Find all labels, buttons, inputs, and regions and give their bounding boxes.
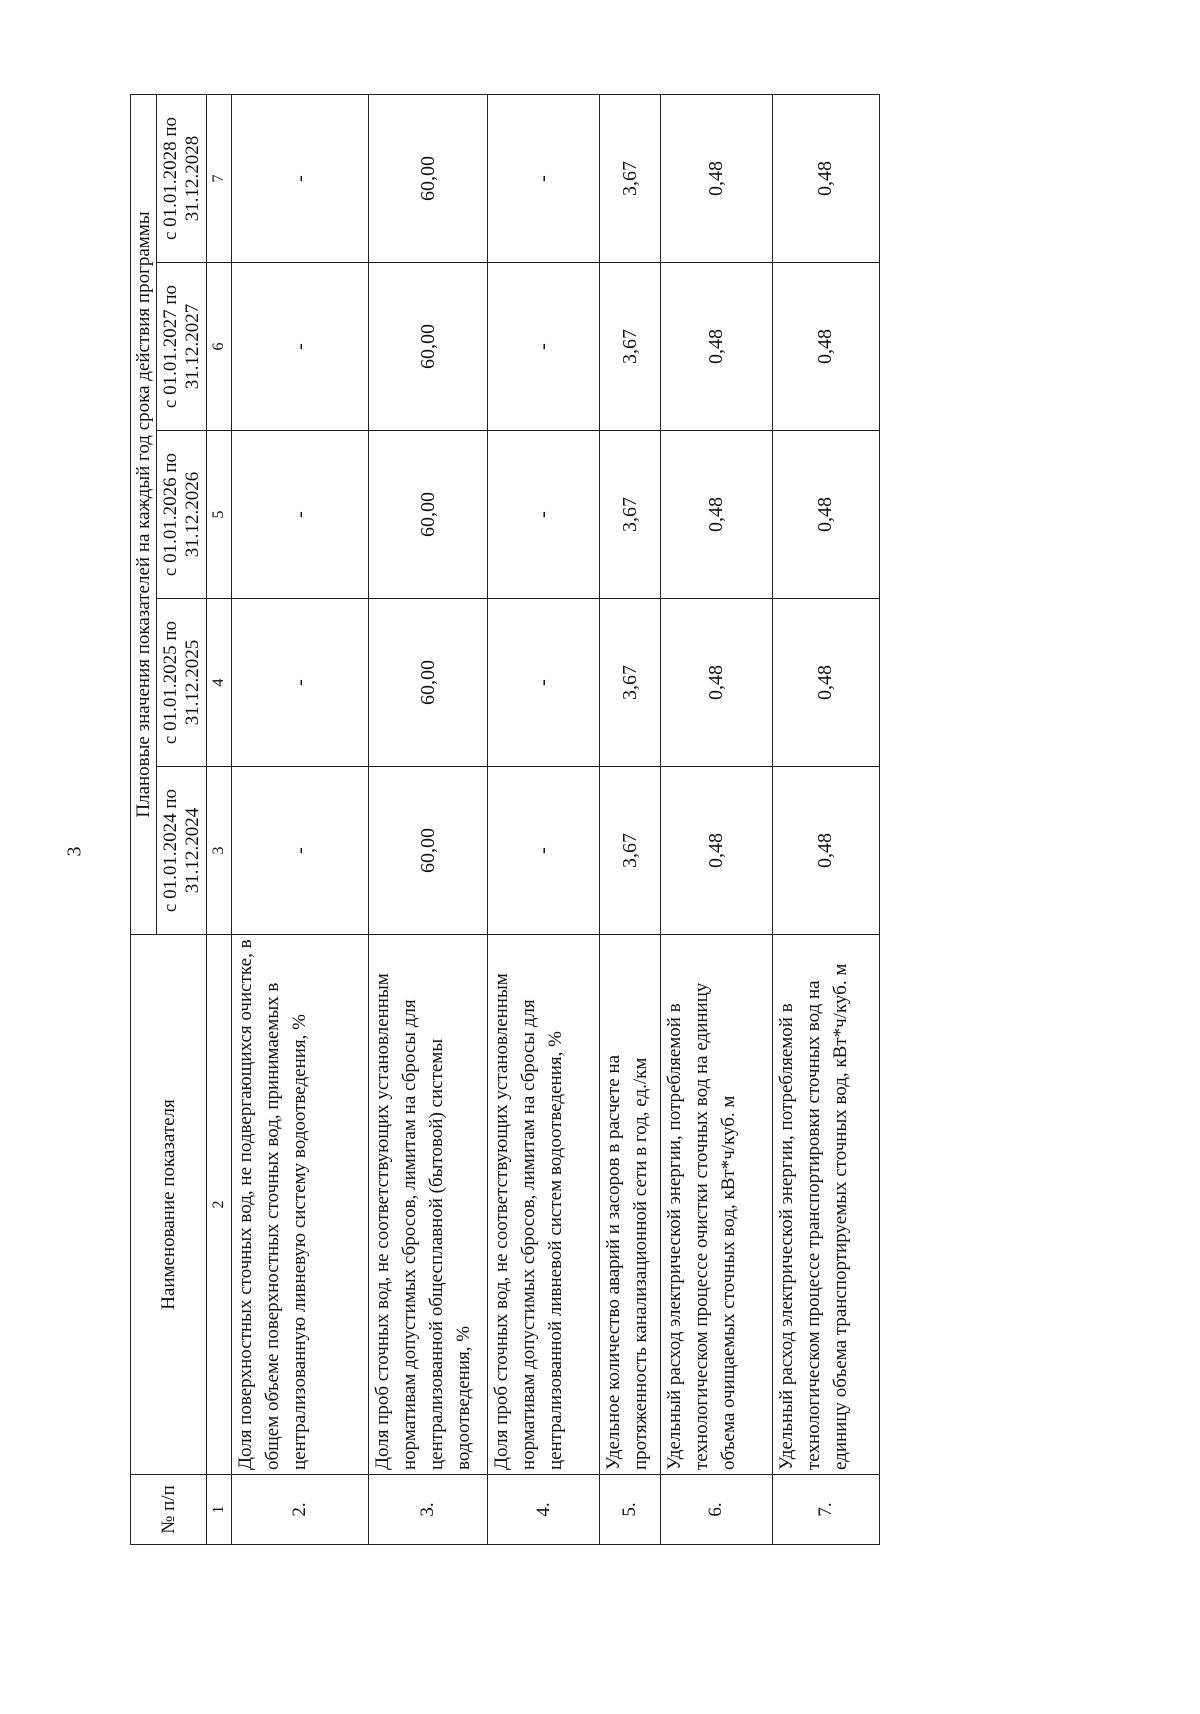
- indicator-value: 0,48: [661, 94, 773, 262]
- indicator-value: 0,48: [772, 263, 879, 431]
- header-period-2024: с 01.01.2024 по 31.12.2024: [157, 767, 207, 935]
- row-number: 5.: [599, 1475, 660, 1545]
- header-name: Наименование показателя: [131, 935, 207, 1475]
- indicator-value: -: [488, 599, 600, 767]
- header-group: Плановые значения показателей на каждый год срока действия программы: [131, 94, 157, 934]
- indicator-name: Доля поверхностных сточных вод, не подвергающихся очистке, в общем объеме поверхностных сточных вод, принимаемых в централизованную ливневую систему водоотведения, %: [232, 935, 369, 1475]
- column-number: 5: [207, 431, 232, 599]
- header-period-2026: с 01.01.2026 по 31.12.2026: [157, 431, 207, 599]
- indicator-value: 0,48: [661, 767, 773, 935]
- indicator-value: 3,67: [599, 94, 660, 262]
- indicator-value: -: [488, 263, 600, 431]
- indicator-value: -: [232, 431, 369, 599]
- indicator-value: 0,48: [772, 599, 879, 767]
- header-period-2027: с 01.01.2027 по 31.12.2027: [157, 263, 207, 431]
- indicator-value: -: [232, 767, 369, 935]
- indicator-value: -: [488, 94, 600, 262]
- column-number: 3: [207, 767, 232, 935]
- indicator-value: -: [488, 767, 600, 935]
- indicator-value: 60,00: [369, 767, 488, 935]
- indicator-value: -: [232, 94, 369, 262]
- column-number: 1: [207, 1475, 232, 1545]
- indicator-name: Доля проб сточных вод, не соответствующих установленным нормативам допустимых сбросов, лимитам на сбросы для централизованной ливневой систем водоотведения, %: [488, 935, 600, 1475]
- row-number: 6.: [661, 1475, 773, 1545]
- row-number: 7.: [772, 1475, 879, 1545]
- header-period-2025: с 01.01.2025 по 31.12.2025: [157, 599, 207, 767]
- column-number: 2: [207, 935, 232, 1475]
- table-row: [599, 94, 660, 1544]
- indicator-name: Удельный расход электрической энергии, потребляемой в технологическом процессе транспортировки сточных вод на единицу объема транспортируемых сточных вод, кВт*ч/куб. м: [772, 935, 879, 1475]
- rotated-table-container: [130, 95, 880, 1545]
- indicator-value: 60,00: [369, 263, 488, 431]
- page-number: 3: [63, 846, 86, 857]
- indicator-value: 0,48: [772, 94, 879, 262]
- indicator-name: Удельное количество аварий и засоров в расчете на протяженность канализационной сети в год, ед./км: [599, 935, 660, 1475]
- indicators-table: [130, 94, 880, 1545]
- indicator-value: 3,67: [599, 263, 660, 431]
- table-row: [772, 94, 879, 1544]
- indicator-value: 3,67: [599, 431, 660, 599]
- indicator-name: Удельный расход электрической энергии, потребляемой в технологическом процессе очистки сточных вод на единицу объема очищаемых сточных вод, кВт*ч/куб. м: [661, 935, 773, 1475]
- row-number: 2.: [232, 1475, 369, 1545]
- indicator-value: 60,00: [369, 94, 488, 262]
- indicator-value: 0,48: [772, 431, 879, 599]
- table-row: [369, 94, 488, 1544]
- indicator-value: -: [488, 431, 600, 599]
- column-number: 7: [207, 94, 232, 262]
- table-row: [232, 94, 369, 1544]
- table-row: [661, 94, 773, 1544]
- indicator-value: 0,48: [661, 263, 773, 431]
- column-number-row: [207, 94, 232, 1544]
- indicator-value: 60,00: [369, 431, 488, 599]
- indicator-value: 0,48: [661, 599, 773, 767]
- column-number: 6: [207, 263, 232, 431]
- indicator-value: -: [232, 599, 369, 767]
- indicator-name: Доля проб сточных вод, не соответствующих установленным нормативам допустимых сбросов, лимитам на сбросы для централизованной общесплавной (бытовой) системы водоотведения, %: [369, 935, 488, 1475]
- column-number: 4: [207, 599, 232, 767]
- header-index: № п/п: [131, 1475, 207, 1545]
- indicator-value: 0,48: [661, 431, 773, 599]
- row-number: 3.: [369, 1475, 488, 1545]
- table-row: [488, 94, 600, 1544]
- indicator-value: 3,67: [599, 599, 660, 767]
- indicator-value: 3,67: [599, 767, 660, 935]
- indicator-value: -: [232, 263, 369, 431]
- header-period-2028: с 01.01.2028 по 31.12.2028: [157, 94, 207, 262]
- indicator-value: 60,00: [369, 599, 488, 767]
- indicator-value: 0,48: [772, 767, 879, 935]
- row-number: 4.: [488, 1475, 600, 1545]
